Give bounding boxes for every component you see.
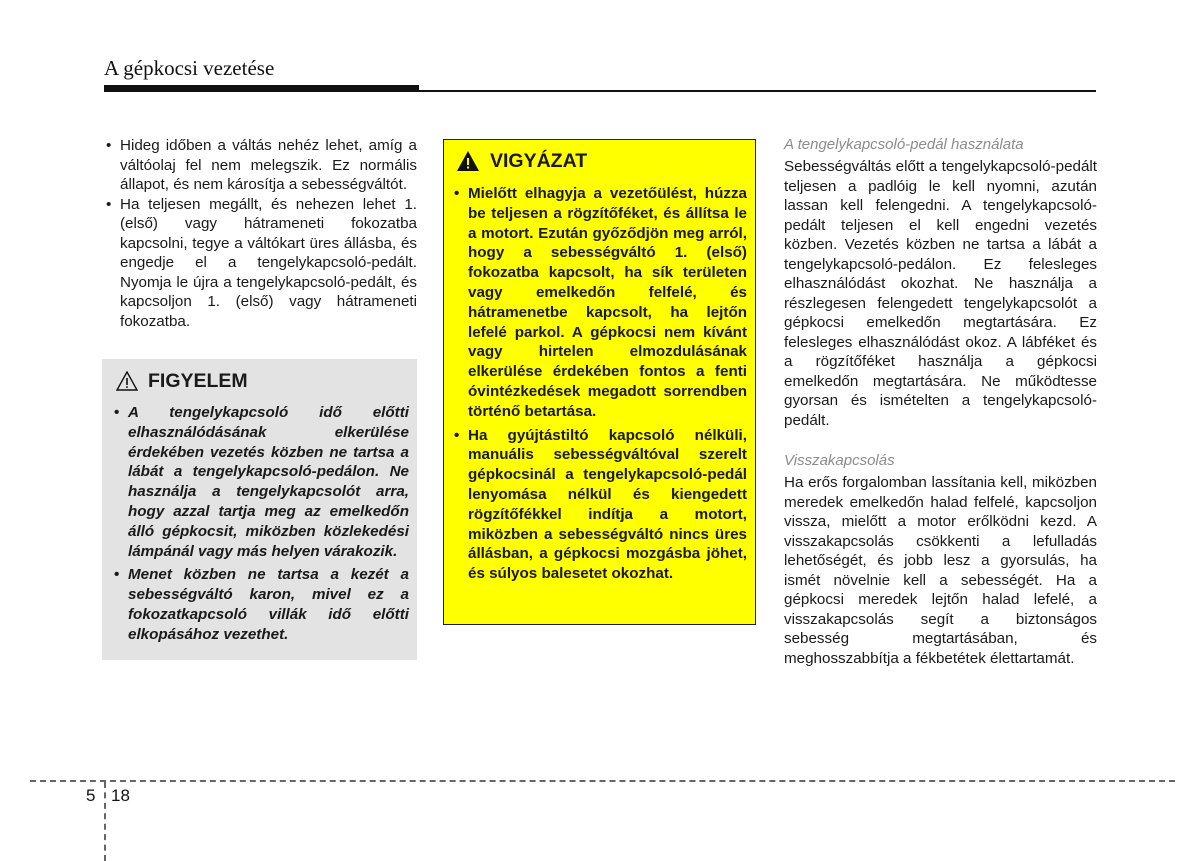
header-rule: [419, 90, 1096, 92]
warning-box: [443, 139, 756, 625]
right-column: [784, 136, 1097, 668]
caution-icon: [116, 371, 138, 391]
page-header-title: A gépkocsi vezetése: [104, 56, 275, 80]
section-heading-downshift: Visszakapcsolás: [784, 452, 895, 469]
section-body-clutch: Sebességváltás előtt a tengelykapcsoló-pedált teljesen a padlóig le kell nyomni, azután lassan kell felengedni. A tengelykapcsoló-pedált teljesen el kell engedni vezetés közben. Vezetés közben ne tartsa a lábát a tengelykapcsoló-pedálon. Ez felesleges elhasználódást okozhat. Ne használja a részlegesen felengedett tengelykapcsolót a gépkocsi emelkedőn megtartására. Ez felesleges elhasználódást okoz. A lábféket és a rögzítőféket használja a gépkocsi emelkedőn megtartására. Ne működtesse gyorsan és ismételten a tengelykapcsoló-pedált.: [784, 158, 1097, 429]
left-bullet-list: [104, 136, 417, 331]
list-item: • Mielőtt elhagyja a vezetőülést, húzza be teljesen a rögzítőféket, és állítsa le a motort. Ezután győződjön meg arról, hogy a sebességváltó 1. (első) fokozatba kapcsolt, ha sík területen vagy emelkedőn felfelé, és hátramenetbe kapcsolt, ha lejtőn lefelé parkol. A gépkocsi nem kívánt vagy hirtelen elmozdulásának elkerülése érdekében fontos a fenti óvintézkedések megadott sorrendben történő betartása.: [454, 184, 747, 422]
list-item: • Hideg időben a váltás nehéz lehet, amíg a váltóolaj fel nem melegszik. Ez normális állapot, és nem károsítja a sebességváltót.: [104, 136, 417, 195]
notice-title: FIGYELEM: [148, 369, 248, 392]
warning-bullet-list: [454, 184, 747, 584]
footer-divider: [30, 780, 1175, 782]
list-item: • Ha gyújtástiltó kapcsoló nélküli, manuális sebességváltóval szerelt gépkocsinál a tengelykapcsoló-pedál lenyomása nélkül és kiengedett rögzítőfékkel indítja a motort, miközben a sebességváltó nincs üres állásban, a gépkocsi mozgásba jöhet, és súlyos balesetet okozhat.: [454, 426, 747, 584]
warning-title: VIGYÁZAT: [490, 149, 588, 172]
page-number: 18: [111, 786, 130, 805]
list-item: • Menet közben ne tartsa a kezét a sebességváltó karon, mivel ez a fokozatkapcsoló villák idő előtti elkopásához vezethet.: [114, 565, 409, 644]
section-heading-clutch: A tengelykapcsoló-pedál használata: [784, 136, 1024, 153]
notice-header: [116, 367, 409, 395]
chapter-number: 5: [86, 786, 96, 805]
list-item: • A tengelykapcsoló idő előtti elhasználódásának elkerülése érdekében vezetés közben ne tartsa a lábát a tengelykapcsoló-pedálon. Ne használja a tengelykapcsolót arra, hogy azzal tartja meg az emelkedőn álló gépkocsit, miközben közlekedési lámpánál vagy más helyen várakozik.: [114, 403, 409, 561]
warning-header: [456, 148, 747, 174]
left-column: [104, 136, 417, 331]
section-body-downshift: Ha erős forgalomban lassítania kell, miközben meredek emelkedőn halad felfelé, kapcsoljon vissza, mielőtt a motor erőlködni kezd. A visszakapcsolás csökkenti a lefulladás lehetőségét, és jobb lesz a gyorsulás, ha ismét növelnie kell a sebességét. Ha a gépkocsi meredek lejtőn halad lefelé, a visszakapcsolás segít a biztonságos sebesség megtartásában, és meghosszabbítja a fékbetétek élettartamát.: [784, 474, 1097, 667]
notice-box: [102, 359, 417, 660]
header-bar: [104, 85, 419, 92]
warning-icon: [456, 150, 480, 172]
list-item: • Ha teljesen megállt, és nehezen lehet 1. (első) vagy hátrameneti fokozatba kapcsolni, tegye a váltókart üres állásba, és engedje el a tengelykapcsoló-pedált. Nyomja le újra a tengelykapcsoló-pedált, és kapcsoljon 1. (első) vagy hátrameneti fokozatba.: [104, 195, 417, 332]
notice-bullet-list: [114, 403, 409, 645]
footer-vertical-divider: [104, 782, 106, 861]
